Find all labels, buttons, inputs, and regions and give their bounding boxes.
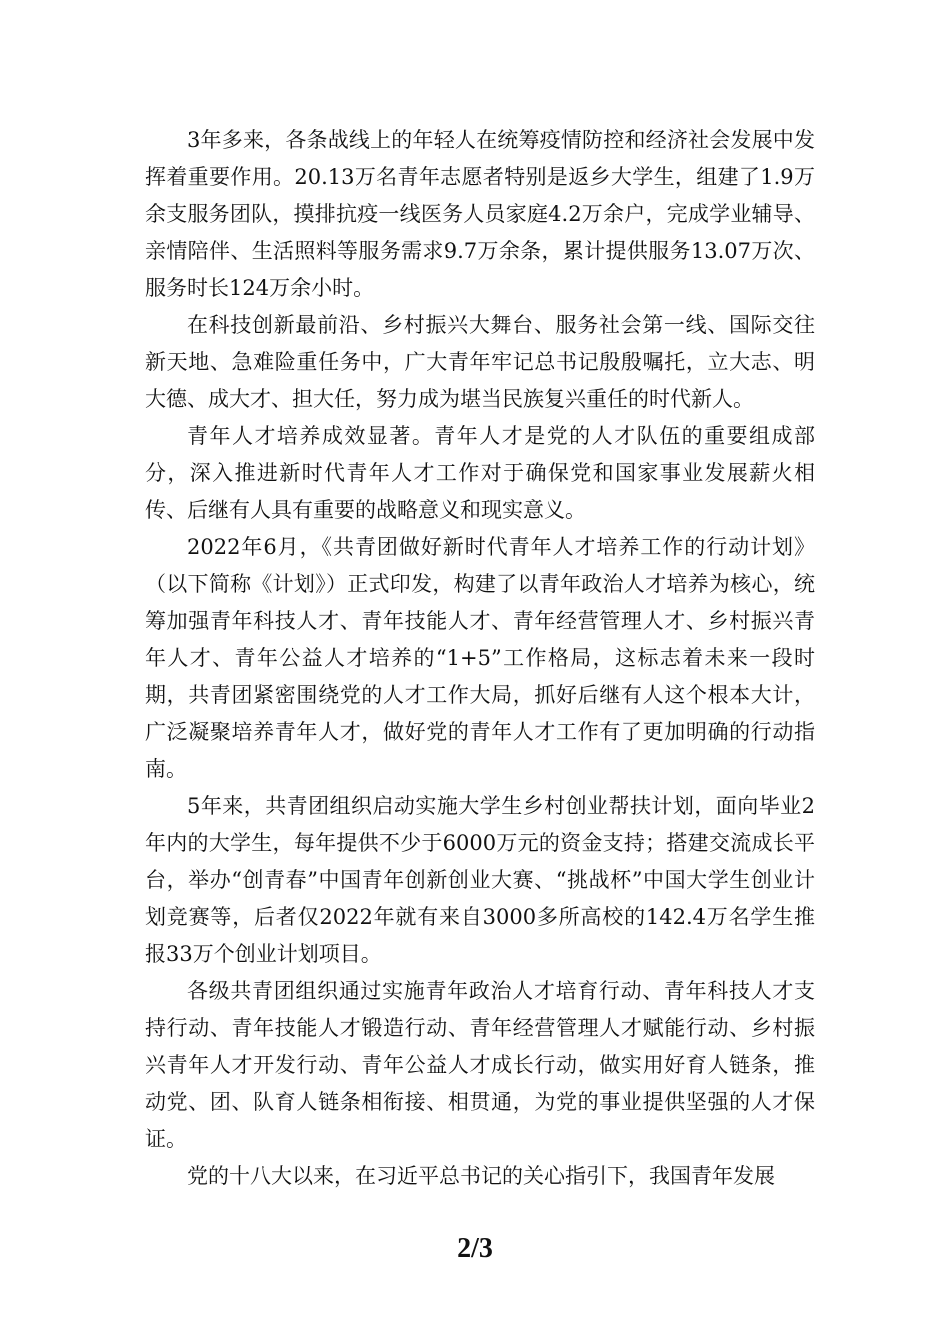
document-body [145,122,815,1195]
paragraph-7: 党的十八大以来，在习近平总书记的关心指引下，我国青年发展 [187,1164,775,1188]
paragraph-3: 青年人才培养成效显著。青年人才是党的人才队伍的重要组成部分，深入推进新时代青年人才工作对于确保党和国家事业发展薪火相传、后继有人具有重要的战略意义和现实意义。 [145,424,815,522]
paragraph-1: 3年多来，各条战线上的年轻人在统筹疫情防控和经济社会发展中发挥着重要作用。20.13万名青年志愿者特别是返乡大学生，组建了1.9万余支服务团队，摸排抗疫一线医务人员家庭4.2万余户，完成学业辅导、亲情陪伴、生活照料等服务需求9.7万余条，累计提供服务13.07万次、服务时长124万余小时。 [145,128,815,300]
paragraph-6: 各级共青团组织通过实施青年政治人才培育行动、青年科技人才支持行动、青年技能人才锻造行动、青年经营管理人才赋能行动、乡村振兴青年人才开发行动、青年公益人才成长行动，做实用好育人链条，推动党、团、队育人链条相衔接、相贯通，为党的事业提供坚强的人才保证。 [145,979,815,1151]
paragraph-2: 在科技创新最前沿、乡村振兴大舞台、服务社会第一线、国际交往新天地、急难险重任务中，广大青年牢记总书记殷殷嘱托，立大志、明大德、成大才、担大任，努力成为堪当民族复兴重任的时代新人。 [145,313,815,411]
paragraph-4: 2022年6月，《共青团做好新时代青年人才培养工作的行动计划》（以下简称《计划》）正式印发，构建了以青年政治人才培养为核心，统筹加强青年科技人才、青年技能人才、青年经营管理人才、乡村振兴青年人才、青年公益人才培养的“1+5”工作格局，这标志着未来一段时期，共青团紧密围绕党的人才工作大局，抓好后继有人这个根本大计，广泛凝聚培养青年人才，做好党的青年人才工作有了更加明确的行动指南。 [145,535,815,781]
paragraph-5: 5年来，共青团组织启动实施大学生乡村创业帮扶计划，面向毕业2年内的大学生，每年提供不少于6000万元的资金支持；搭建交流成长平台，举办“创青春”中国青年创新创业大赛、“挑战杯”中国大学生创业计划竞赛等，后者仅2022年就有来自3000多所高校的142.4万名学生推报33万个创业计划项目。 [145,794,815,966]
page-number: 2/3 [457,1233,493,1264]
